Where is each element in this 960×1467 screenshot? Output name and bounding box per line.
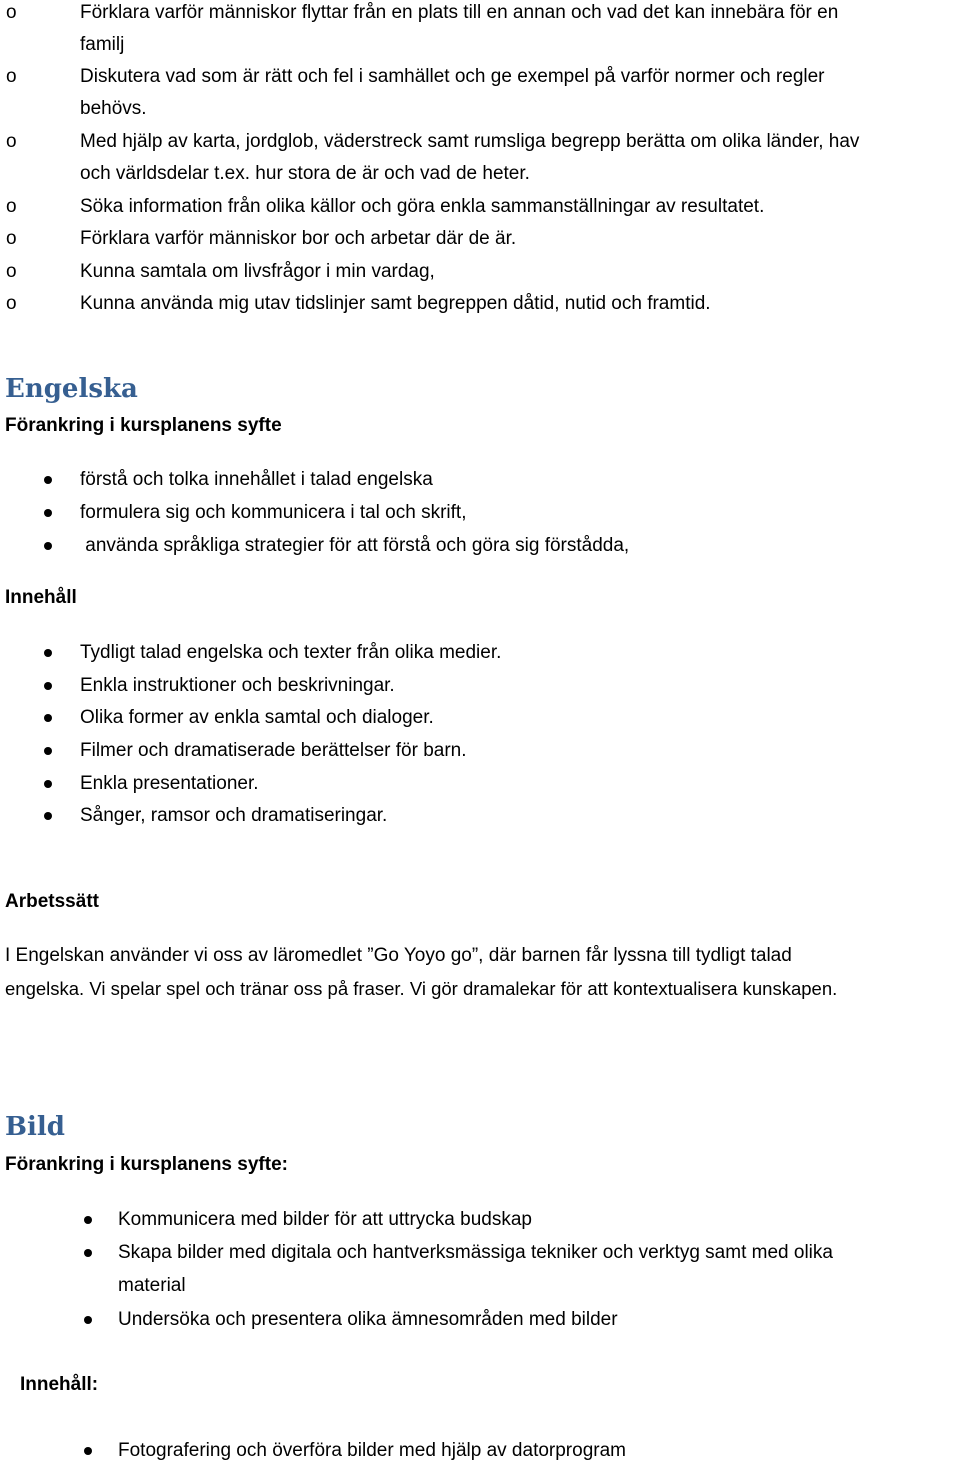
bullet-dot [44, 542, 52, 550]
bullet-dot [44, 682, 52, 690]
list-item: Förklara varför människor flyttar från en plats till en annan och vad det kan innebära för en [80, 2, 839, 23]
bullet-dot [84, 1249, 92, 1257]
list-bullet: o [6, 2, 17, 23]
list-item-continuation: och världsdelar t.ex. hur stora de är och vad de heter. [80, 163, 530, 184]
list-item: formulera sig och kommunicera i tal och skrift, [80, 502, 467, 523]
list-item: Tydligt talad engelska och texter från olika medier. [80, 642, 502, 663]
syfte-heading: Förankring i kursplanens syfte: [5, 1154, 288, 1175]
bullet-dot [44, 714, 52, 722]
list-item-continuation: behövs. [80, 98, 147, 119]
list-item: Kunna samtala om livsfrågor i min vardag, [80, 261, 435, 282]
bullet-dot [44, 509, 52, 517]
list-item: Kunna använda mig utav tidslinjer samt begreppen dåtid, nutid och framtid. [80, 293, 711, 314]
list-item: Förklara varför människor bor och arbetar där de är. [80, 228, 517, 249]
list-bullet: o [6, 261, 17, 282]
list-item: Filmer och dramatiserade berättelser för barn. [80, 740, 467, 761]
list-item-continuation: material [118, 1275, 186, 1296]
list-item: använda språkliga strategier för att förstå och göra sig förstådda, [80, 535, 630, 556]
paragraph-line: I Engelskan använder vi oss av läromedlet ”Go Yoyo go”, där barnen får lyssna till tydligt talad [5, 945, 792, 966]
list-item: Undersöka och presentera olika ämnesområden med bilder [118, 1309, 618, 1330]
section-title-engelska: Engelska [5, 374, 138, 404]
list-item: Fotografering och överföra bilder med hjälp av datorprogram [118, 1440, 626, 1461]
bullet-dot [84, 1447, 92, 1455]
list-bullet: o [6, 66, 17, 87]
bullet-dot [44, 747, 52, 755]
syfte-heading: Förankring i kursplanens syfte [5, 415, 282, 436]
list-item: Enkla instruktioner och beskrivningar. [80, 675, 395, 696]
section-title-bild: Bild [5, 1112, 65, 1142]
innehall-heading: Innehåll: [20, 1374, 99, 1395]
bullet-dot [84, 1316, 92, 1324]
list-bullet: o [6, 131, 17, 152]
bullet-dot [84, 1216, 92, 1224]
paragraph-line: engelska. Vi spelar spel och tränar oss på fraser. Vi gör dramalekar för att kontextualisera kunskapen. [5, 978, 838, 999]
arbetssatt-heading: Arbetssätt [5, 891, 99, 912]
list-bullet: o [6, 196, 17, 217]
list-item: Sånger, ramsor och dramatiseringar. [80, 805, 388, 826]
list-item-continuation: familj [80, 34, 125, 55]
list-item: Kommunicera med bilder för att uttrycka budskap [118, 1209, 532, 1230]
list-item: Olika former av enkla samtal och dialoger. [80, 707, 434, 728]
bullet-dot [44, 780, 52, 788]
list-item: Enkla presentationer. [80, 773, 259, 794]
list-item: förstå och tolka innehållet i talad engelska [80, 469, 433, 490]
list-item: Skapa bilder med digitala och hantverksmässiga tekniker och verktyg samt med olika [118, 1242, 833, 1263]
list-bullet: o [6, 228, 17, 249]
bullet-dot [44, 812, 52, 820]
list-bullet: o [6, 293, 17, 314]
bullet-dot [44, 649, 52, 657]
bullet-dot [44, 476, 52, 484]
list-item: Diskutera vad som är rätt och fel i samhället och ge exempel på varför normer och regler [80, 66, 825, 87]
list-item: Med hjälp av karta, jordglob, väderstreck samt rumsliga begrepp berätta om olika länder, hav [80, 131, 860, 152]
list-item: Söka information från olika källor och göra enkla sammanställningar av resultatet. [80, 196, 765, 217]
innehall-heading: Innehåll [5, 587, 77, 608]
